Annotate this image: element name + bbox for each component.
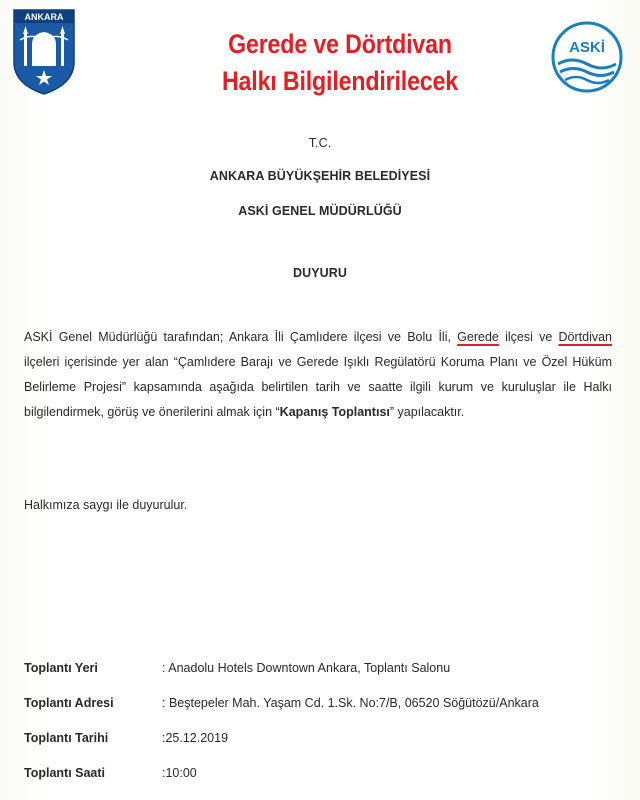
- body-part-2: ilçesi ve: [498, 330, 559, 344]
- body-part-3: ilçeleri içerisinde yer alan “Çamlıdere Barajı ve Gerede Işıklı Regülatörü Koruma Planı ve Özel Hüküm Belirleme Projesi” kapsamında aşağıda belirtilen tarih ve saatte ilgili kurum ve kuruluşlar ile Halkı bilgilendirmek, görüş ve önerilerini almak için “: [24, 355, 612, 419]
- meeting-date-label: Toplantı Tarihi: [24, 731, 109, 745]
- closing-line: Halkımıza saygı ile duyurulur.: [24, 498, 188, 512]
- meeting-date-value: :25.12.2019: [162, 731, 229, 745]
- meeting-place-label: Toplantı Yeri: [24, 661, 98, 675]
- meeting-time-label: Toplantı Saati: [24, 766, 106, 780]
- svg-text:ANKARA: ANKARA: [24, 12, 64, 22]
- letterhead-municipality: ANKARA BÜYÜKŞEHİR BELEDİYESİ: [209, 169, 431, 183]
- aski-logo: [548, 20, 626, 94]
- meeting-address-value: : Beştepeler Mah. Yaşam Cd. 1.Sk. No:7/B, 06520 Söğütözü/Ankara: [162, 696, 539, 710]
- meeting-date-row: [24, 731, 624, 745]
- meeting-place-value: : Anadolu Hotels Downtown Ankara, Toplantı Salonu: [162, 661, 451, 675]
- meeting-place-row: [24, 661, 624, 675]
- headline-line-1: Gerede ve Dörtdivan: [228, 29, 452, 59]
- body-part-1: ASKİ Genel Müdürlüğü tarafından; Ankara İli Çamlıdere ilçesi ve Bolu İli,: [24, 330, 458, 344]
- ankara-logo: [10, 4, 78, 96]
- meeting-time-value: :10:00: [162, 766, 197, 780]
- dortdivan-highlight: Dörtdivan: [558, 330, 612, 344]
- news-headline: [177, 26, 504, 100]
- meeting-address-row: [24, 696, 624, 710]
- meeting-time-row: [24, 766, 624, 780]
- meeting-address-label: Toplantı Adresi: [24, 696, 114, 710]
- meeting-name: Kapanış Toplantısı: [279, 405, 390, 419]
- letterhead-tc: T.C.: [308, 136, 332, 150]
- svg-text:ASKİ: ASKİ: [569, 39, 605, 56]
- body-part-4: ” yapılacaktır.: [389, 405, 465, 419]
- announcement-heading: DUYURU: [292, 266, 348, 280]
- announcement-body: [24, 325, 612, 425]
- headline-line-2: Halkı Bilgilendirilecek: [221, 66, 459, 96]
- letterhead-directorate: ASKİ GENEL MÜDÜRLÜĞÜ: [238, 204, 402, 218]
- gerede-highlight: Gerede: [457, 330, 499, 344]
